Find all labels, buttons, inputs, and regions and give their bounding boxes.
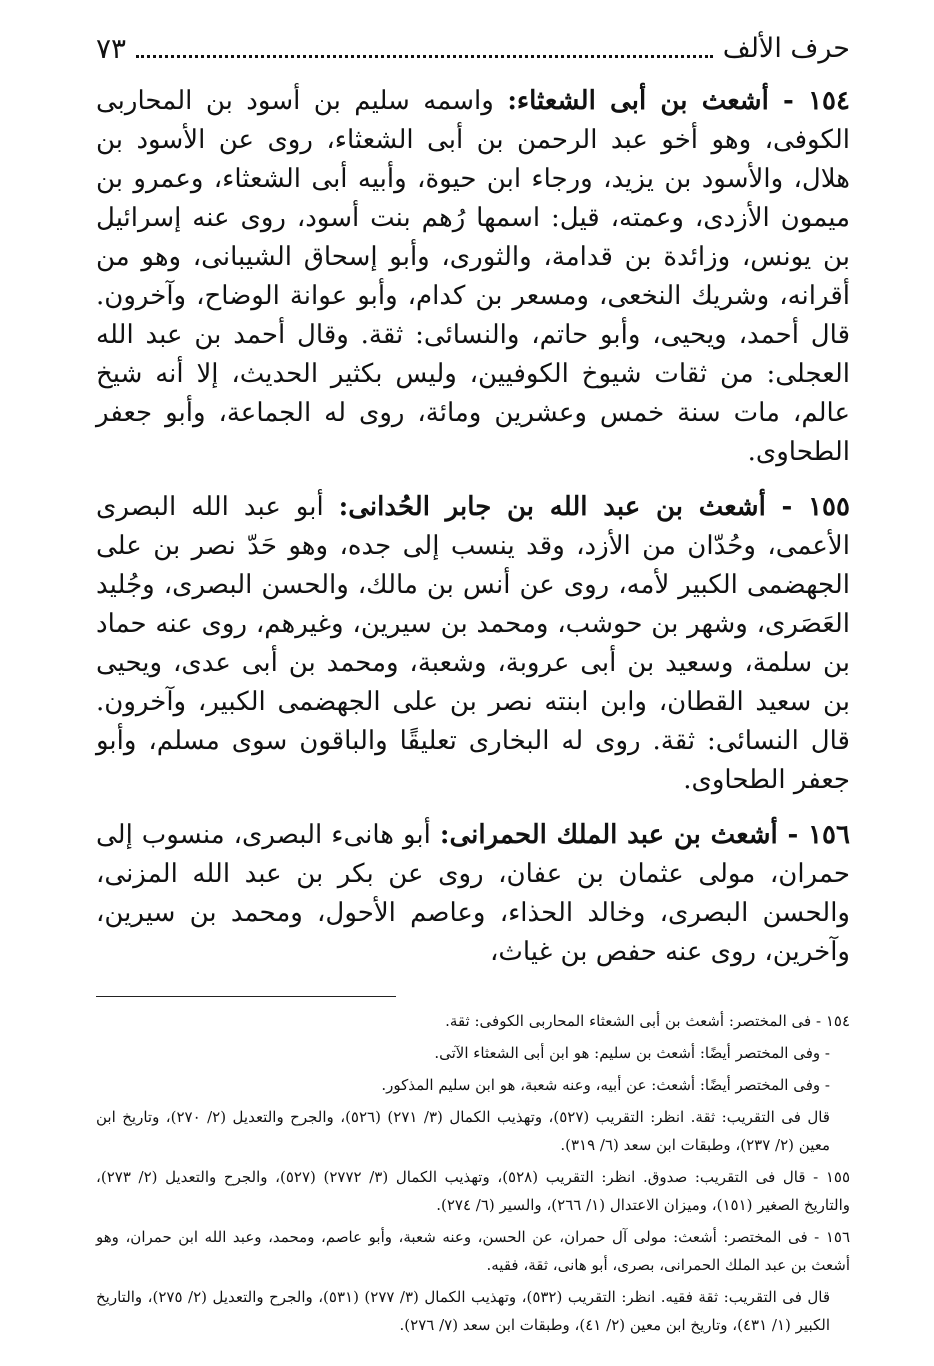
footnote: ١٥٥ - قال فى التقريب: صدوق. انظر: التقريب (٥٢٨)، وتهذيب الكمال (٣/ ٢٧٧٢) (٥٢٧)، والجرح والتعديل (٢/ ٢٧٣)، والتاريخ الصغير (١٥١)، وميزان الاعتدال (١/ ٢٦٦)، والسير (٦/ ٢٧٤). bbox=[96, 1168, 851, 1214]
entry-154 bbox=[96, 82, 850, 472]
footnote: ١٥٤ - فى المختصر: أشعث بن أبى الشعثاء المحاربى الكوفى: ثقة. bbox=[445, 1012, 850, 1030]
entry-155 bbox=[96, 488, 850, 800]
footnote: قال فى التقريب: ثقة فقيه. انظر: التقريب (٥٣٢)، وتهذيب الكمال (٣/ ٢٧٧) (٥٣١)، والجرح والتعديل (٢/ ٢٧٥)، والتاريخ الكبير (١/ ٤٣١)، وتاريخ ابن معين (٢/ ٤١)، وطبقات ابن سعد (٧/ ٢٧٦). bbox=[96, 1288, 831, 1334]
page-number: ٧٣ bbox=[96, 31, 127, 65]
entry-heading: ١٥٦ - أشعث بن عبد الملك الحمرانى: bbox=[439, 820, 850, 850]
entry-body: أبو هانىء البصرى، منسوب إلى حمران، مولى عثمان بن عفان، روى عن بكر بن عبد الله المزنى، والحسن البصرى، وخالد الحذاء، وعاصم الأحول، ومحمد بن سيرين، وآخرين، روى عنه حفص بن غياث، bbox=[96, 820, 850, 967]
entry-body: أبو عبد الله البصرى الأعمى، وحُدّان من الأزد، وقد ينسب إلى جده، وهو حَدّ نصر بن على الجهضمى الكبير لأمه، روى عن أنس بن مالك، والحسن البصرى، وجُليد العَصَرى، وشهر بن حوشب، ومحمد بن سيرين، وغيرهم، روى عنه حماد بن سلمة، وسعيد بن أبى عروبة، وشعبة، ومحمد بن أبى عدى، ويحيى بن سعيد القطان، وابن ابنته نصر بن على الجهضمى الكبير، وآخرون. قال النسائى: ثقة. روى له البخارى تعليقًا والباقون سوى مسلم، وأبو جعفر الطحاوى. bbox=[96, 492, 850, 795]
footnote: - وفى المختصر أيضًا: أشعث بن سليم: هو ابن أبى الشعثاء الآتى. bbox=[434, 1044, 830, 1062]
entry-heading: ١٥٥ - أشعث بن عبد الله بن جابر الحُدانى: bbox=[338, 492, 850, 522]
main-text bbox=[96, 82, 850, 972]
chapter-title: حرف الألف bbox=[722, 32, 850, 64]
footnote: ١٥٦ - فى المختصر: أشعث: مولى آل حمران، عن الحسن، وعنه شعبة، وأبو عاصم، ومحمد، وعبد الله ابن حمران، وهو أشعث بن عبد الملك الحمرانى، بصرى، أبو هانى، ثقة، فقيه. bbox=[96, 1228, 850, 1274]
leader-dots bbox=[136, 55, 713, 58]
running-header bbox=[96, 24, 850, 72]
entry-156 bbox=[96, 816, 850, 972]
footnote: - وفى المختصر أيضًا: أشعث: عن أبيه، وعنه شعبة، هو ابن سليم المذكور. bbox=[381, 1076, 830, 1094]
footnote-separator bbox=[96, 996, 396, 997]
entry-heading: ١٥٤ - أشعث بن أبى الشعثاء: bbox=[507, 86, 850, 116]
footnote: قال فى التقريب: ثقة. انظر: التقريب (٥٢٧)، وتهذيب الكمال (٣/ ٢٧١) (٥٢٦)، والجرح والتعديل (٢/ ٢٧٠)، وتاريخ ابن معين (٢/ ٢٣٧)، وطبقات ابن سعد (٦/ ٣١٩). bbox=[96, 1108, 830, 1154]
entry-body: واسمه سليم بن أسود بن المحاربى الكوفى، وهو أخو عبد الرحمن بن أبى الشعثاء، روى عن الأسود بن هلال، والأسود بن يزيد، ورجاء ابن حيوة، وأبيه أبى الشعثاء، وعمرو بن ميمون الأزدى، وعمته، قيل: اسمها رُهم بنت أسود، روى عنه إسرائيل بن يونس، وزائدة بن قدامة، والثورى، وأبو إسحاق الشيبانى، وهو من أقرانه، وشريك النخعى، ومسعر بن كدام، وأبو عوانة الوضاح، وآخرون. قال أحمد، ويحيى، وأبو حاتم، والنسائى: ثقة. وقال أحمد بن عبد الله العجلى: من ثقات شيوخ الكوفيين، وليس بكثير الحديث، إلا أنه شيخ عالم، مات سنة خمس وعشرين ومائة، روى له الجماعة، وأبو جعفر الطحاوى. bbox=[96, 86, 850, 467]
footnotes bbox=[96, 1007, 850, 1339]
